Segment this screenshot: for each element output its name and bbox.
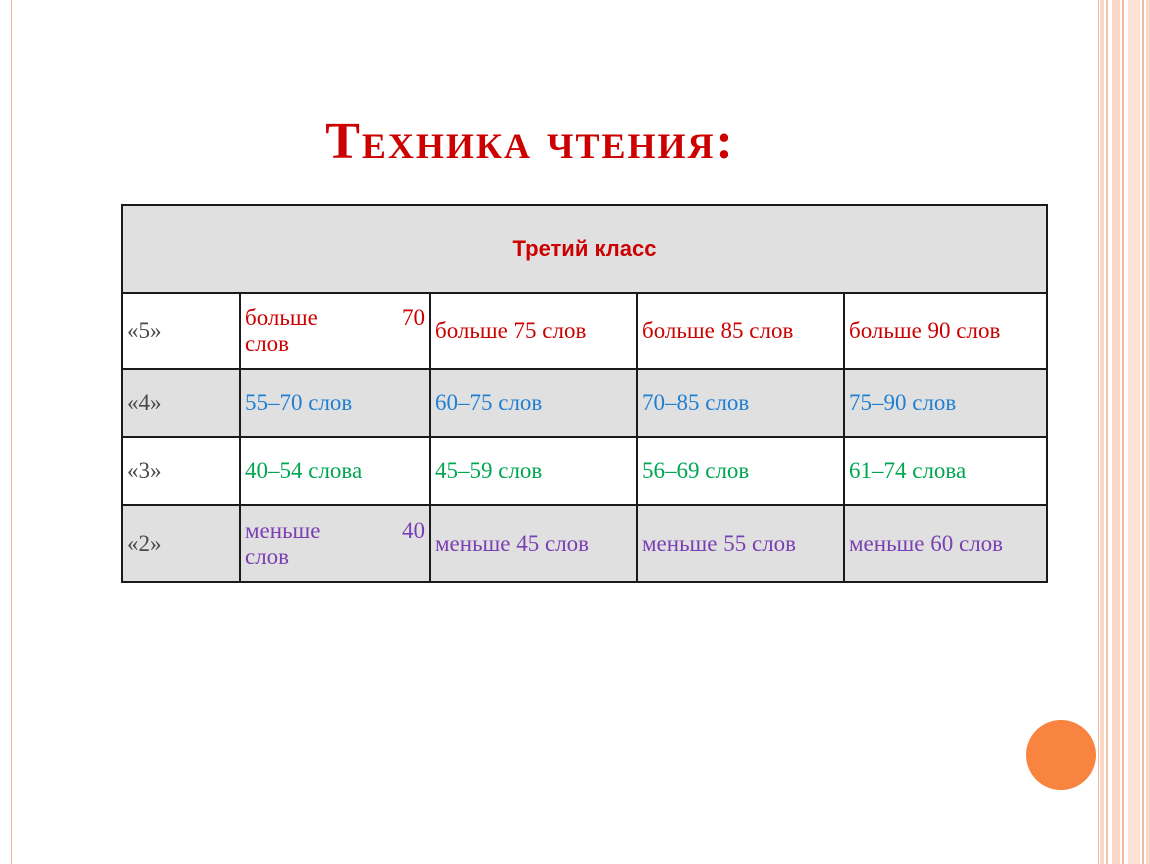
table-cell: 60–75 слов — [430, 369, 637, 437]
reading-norms-table — [121, 204, 1048, 583]
slide-title: Техника чтения: — [325, 113, 735, 170]
table-cell: 45–59 слов — [430, 437, 637, 505]
decor-stripe — [1146, 0, 1150, 864]
table-row — [122, 437, 1047, 505]
table-row — [122, 293, 1047, 369]
table-cell — [240, 293, 430, 369]
table-cell: меньше 60 слов — [844, 505, 1047, 582]
cell-text: слов — [245, 543, 290, 569]
decor-stripe — [1106, 0, 1108, 864]
table-cell: 56–69 слов — [637, 437, 844, 505]
table-cell — [240, 505, 430, 582]
table-cell: больше 75 слов — [430, 293, 637, 369]
table-row — [122, 505, 1047, 582]
cell-text: меньше — [245, 517, 321, 543]
grade-cell: «4» — [122, 369, 240, 437]
table-cell: больше 90 слов — [844, 293, 1047, 369]
table-row — [122, 369, 1047, 437]
grade-cell: «3» — [122, 437, 240, 505]
table-cell: 61–74 слова — [844, 437, 1047, 505]
decor-stripe — [1100, 0, 1104, 864]
orange-circle-decoration — [1026, 720, 1096, 790]
table-header-row — [122, 205, 1047, 293]
cell-text: 40 — [402, 517, 425, 543]
table-cell: меньше 45 слов — [430, 505, 637, 582]
table-cell: 75–90 слов — [844, 369, 1047, 437]
table-cell: 40–54 слова — [240, 437, 430, 505]
grade-cell: «5» — [122, 293, 240, 369]
cell-line — [245, 305, 425, 331]
decor-stripe — [1142, 0, 1144, 864]
decor-stripe — [1122, 0, 1124, 864]
table-header-cell: Третий класс — [122, 205, 1047, 293]
cell-line — [245, 518, 425, 544]
decor-stripe — [1128, 0, 1140, 864]
decor-stripe — [1112, 0, 1120, 864]
table-cell: больше 85 слов — [637, 293, 844, 369]
cell-text: больше — [245, 305, 318, 330]
grade-cell: «2» — [122, 505, 240, 582]
table-cell: 55–70 слов — [240, 369, 430, 437]
table-cell: меньше 55 слов — [637, 505, 844, 582]
cell-text: слов — [245, 331, 290, 356]
table-cell: 70–85 слов — [637, 369, 844, 437]
cell-text: 70 — [402, 305, 425, 330]
